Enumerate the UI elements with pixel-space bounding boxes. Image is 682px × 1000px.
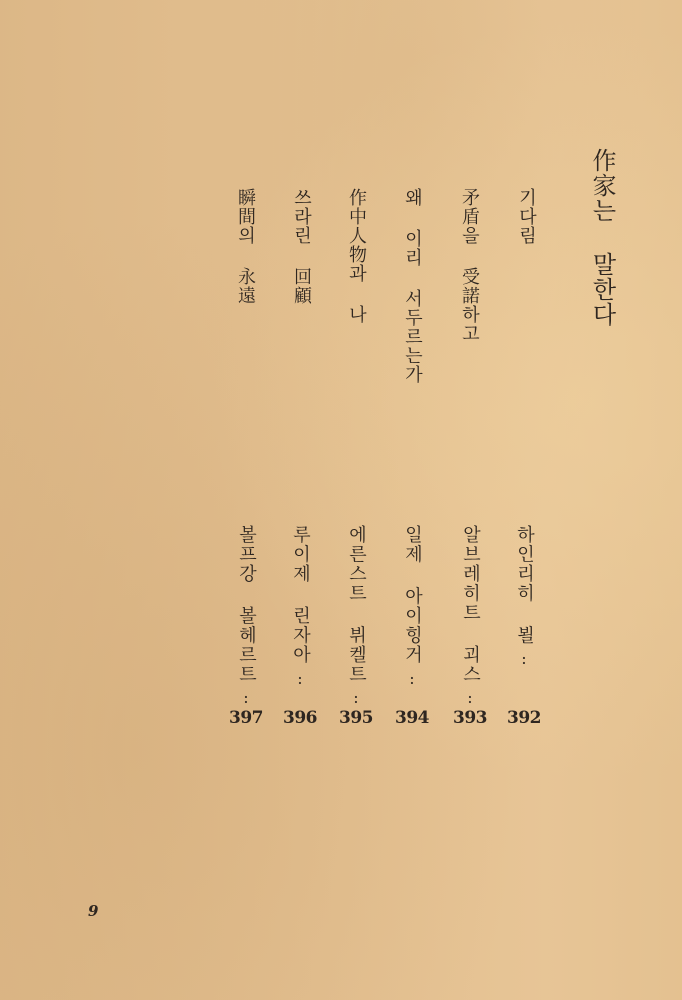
section-title: 作家는 말한다 [588,148,616,327]
page-folio: 9 [88,902,99,920]
author-entry [395,525,429,728]
author-entry [229,525,263,728]
page-number: 396 [283,708,317,728]
author-name: 하인리히 뵐 [514,525,535,645]
colon-separator: : [243,688,249,707]
entry-title: 矛盾을 受諾하고 [459,188,480,343]
colon-separator: : [521,649,527,668]
author-name: 알브레히트 괴스 [460,525,481,684]
author-entry [283,525,317,728]
page-number: 392 [507,708,541,728]
page-number: 395 [339,708,373,728]
entry-title: 왜 이리 서두르는가 [402,188,423,384]
colon-separator: : [409,668,415,688]
author-name: 에른스트 뷔켈트 [346,525,367,684]
entry-title: 기다림 [516,188,537,245]
author-entry [507,525,541,728]
entry-title: 作中人物과 나 [346,188,367,324]
author-name: 볼프강 볼헤르트 [236,525,257,684]
author-name: 루이제 린자아 [290,525,311,665]
page-number: 394 [395,708,429,728]
colon-separator: : [297,668,303,688]
author-name: 일제 아이힝거 [402,525,423,665]
colon-separator: : [353,688,359,707]
page-number: 393 [453,708,487,728]
page-number: 397 [229,708,263,728]
author-entry [339,525,373,728]
entry-title: 瞬間의 永遠 [235,188,256,305]
colon-separator: : [467,688,473,707]
entry-title: 쓰라린 回顧 [291,188,312,305]
author-entry [453,525,487,728]
